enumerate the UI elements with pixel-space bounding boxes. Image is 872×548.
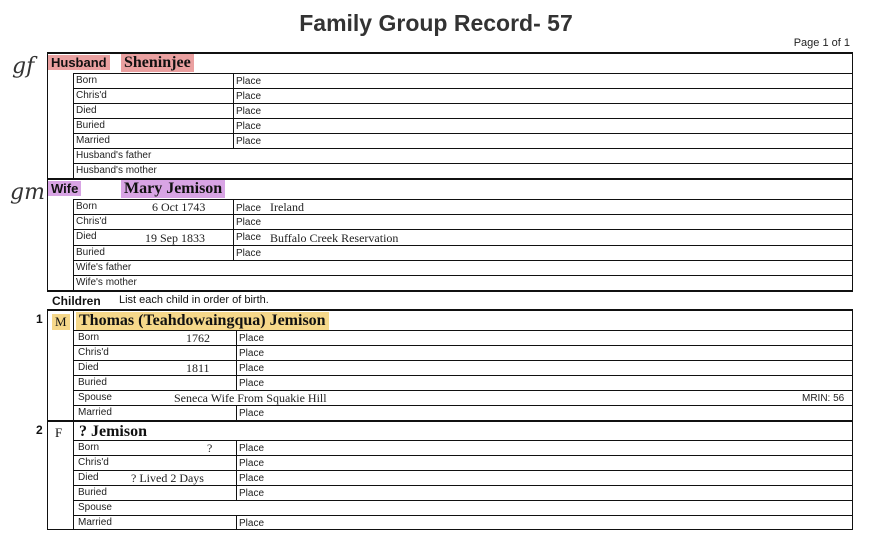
husband-label: Husband (48, 55, 110, 70)
wife-born-date: 6 Oct 1743 (152, 200, 206, 214)
wife-right-border (852, 178, 853, 290)
child-2-name: ? Jemison (79, 423, 147, 440)
husband-name: Sheninjee (121, 54, 194, 72)
children-top-border (47, 290, 853, 292)
husband-born-label: Born (76, 75, 98, 86)
page-title: Family Group Record- 57 (299, 10, 573, 36)
husband-died-place-label: Place (236, 106, 262, 117)
child-1-born-date: 1762 (186, 331, 210, 345)
row-line (73, 103, 853, 104)
row-line (73, 260, 853, 261)
row-line (73, 118, 853, 119)
child-1-married-label: Married (78, 407, 112, 418)
row-line (73, 375, 853, 376)
row-line (73, 229, 853, 230)
child-1-number: 1 (36, 312, 43, 326)
wife-chris-place-label: Place (236, 217, 262, 228)
child-1-buried-label: Buried (78, 377, 107, 388)
handwritten-gf-mark: gf (12, 54, 35, 79)
column-line (47, 420, 48, 530)
child-1-top-border (47, 309, 853, 311)
row-line (73, 485, 853, 486)
wife-died-place-label: Place (236, 232, 262, 243)
child-1-gender: M (52, 314, 70, 330)
wife-buried-label: Buried (76, 247, 105, 258)
row-line (73, 515, 853, 516)
child-2-married-label: Married (78, 517, 112, 528)
husband-buried-place-label: Place (236, 121, 262, 132)
child-2-born-place-label: Place (239, 443, 265, 454)
wife-born-place-label: Place (236, 203, 262, 214)
husband-died-label: Died (76, 105, 97, 116)
wife-died-label: Died (76, 231, 97, 242)
child-2-spouse-label: Spouse (78, 502, 112, 513)
husband-chris-place-label: Place (236, 91, 262, 102)
wife-died-place: Buffalo Creek Reservation (270, 231, 399, 245)
wife-died-date: 19 Sep 1833 (145, 231, 205, 245)
child-2-married-place-label: Place (239, 518, 265, 529)
child-2-died-place-label: Place (239, 473, 265, 484)
column-line (236, 515, 237, 530)
child-1-name: Thomas (Teahdowaingqua) Jemison (76, 312, 329, 330)
husband-mother-label: Husband's mother (76, 165, 157, 176)
child-2-chris-place-label: Place (239, 458, 265, 469)
record-bottom-border (47, 529, 853, 530)
husband-right-border (852, 52, 853, 178)
row-line (73, 214, 853, 215)
child-2-died-date: ? Lived 2 Days (131, 471, 204, 485)
husband-father-label: Husband's father (76, 150, 152, 161)
row-line (73, 73, 853, 74)
child-2-top-border (47, 420, 853, 422)
child-2-chris-label: Chris'd (78, 457, 109, 468)
child-1-buried-place-label: Place (239, 378, 265, 389)
column-line (47, 309, 48, 421)
wife-born-place: Ireland (270, 200, 304, 214)
wife-mother-label: Wife's mother (76, 277, 137, 288)
child-1-chris-place-label: Place (239, 348, 265, 359)
wife-buried-place-label: Place (236, 248, 262, 259)
child-1-spouse-name: Seneca Wife From Squakie Hill (174, 391, 327, 405)
row-line (73, 275, 853, 276)
child-1-born-label: Born (78, 332, 100, 343)
child-2-died-label: Died (78, 472, 99, 483)
row-line (73, 133, 853, 134)
handwritten-gm-mark: gm (10, 180, 45, 205)
row-line (73, 245, 853, 246)
row-line (73, 345, 853, 346)
child-1-mrin: MRIN: 56 (802, 393, 845, 404)
column-line (236, 405, 237, 421)
wife-born-label: Born (76, 201, 98, 212)
wife-name: Mary Jemison (121, 180, 225, 198)
child-1-died-date: 1811 (186, 361, 210, 375)
child-1-chris-label: Chris'd (78, 347, 109, 358)
child-2-buried-place-label: Place (239, 488, 265, 499)
husband-chris-label: Chris'd (76, 90, 107, 101)
column-line (73, 420, 74, 530)
column-line (852, 420, 853, 530)
row-line (73, 455, 853, 456)
row-line (73, 440, 853, 441)
child-2-gender: F (55, 425, 63, 440)
row-line (73, 500, 853, 501)
column-line (233, 73, 234, 148)
child-1-married-place-label: Place (239, 408, 265, 419)
children-subtitle: List each child in order of birth. (119, 294, 269, 306)
wife-chris-label: Chris'd (76, 216, 107, 227)
husband-left-border (47, 52, 48, 178)
child-1-died-place-label: Place (239, 363, 265, 374)
child-2-born-date: ? (207, 441, 213, 455)
row-line (73, 405, 853, 406)
wife-label: Wife (48, 181, 81, 196)
children-title: Children (52, 294, 101, 308)
child-2-born-label: Born (78, 442, 100, 453)
row-line (73, 163, 853, 164)
row-line (73, 148, 853, 149)
husband-married-label: Married (76, 135, 110, 146)
row-line (73, 88, 853, 89)
husband-married-place-label: Place (236, 136, 262, 147)
husband-buried-label: Buried (76, 120, 105, 131)
child-2-buried-label: Buried (78, 487, 107, 498)
child-1-born-place-label: Place (239, 333, 265, 344)
child-1-spouse-label: Spouse (78, 392, 112, 403)
child-1-died-label: Died (78, 362, 99, 373)
page-number: Page 1 of 1 (793, 37, 850, 49)
child-2-number: 2 (36, 423, 43, 437)
husband-born-place-label: Place (236, 76, 262, 87)
wife-father-label: Wife's father (76, 262, 132, 273)
